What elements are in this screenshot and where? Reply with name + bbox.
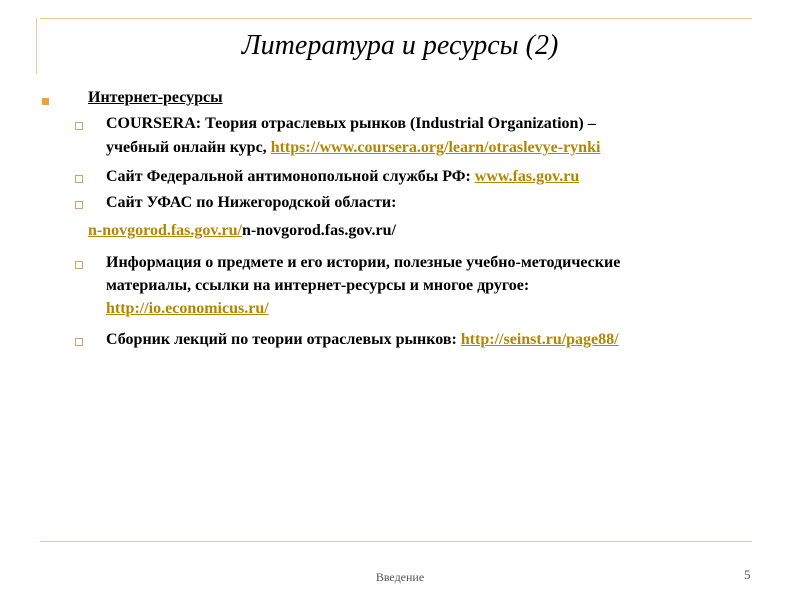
ufas-link[interactable]: n-novgorod.fas.gov.ru/ bbox=[88, 222, 242, 239]
main-bullet-icon bbox=[42, 98, 49, 105]
info-link[interactable]: http://io.economicus.ru/ bbox=[106, 300, 269, 317]
sub-bullet-icon bbox=[75, 201, 83, 209]
lectures-link[interactable]: http://seinst.ru/page88/ bbox=[460, 331, 619, 348]
sub-bullet-icon bbox=[75, 175, 83, 183]
sub-bullet-icon bbox=[75, 261, 83, 269]
lectures-line bbox=[106, 328, 619, 351]
fas-text: Сайт Федеральной антимонопольной службы РФ: bbox=[106, 168, 475, 185]
section-heading bbox=[88, 86, 223, 109]
lectures-text: Сборник лекций по теории отраслевых рынков: bbox=[106, 331, 461, 348]
info-line-2: материалы, ссылки на интернет-ресурсы и многое другое: bbox=[106, 277, 530, 294]
info-line-3 bbox=[106, 297, 269, 320]
coursera-line-1: COURSERA: Теория отраслевых рынков (Industrial Organization) – bbox=[106, 115, 596, 132]
footer-section-title: Введение bbox=[375, 570, 425, 584]
ufas-line: Сайт УФАС по Нижегородской области: bbox=[106, 194, 397, 211]
slide-title: Литература и ресурсы (2) bbox=[241, 30, 559, 61]
coursera-link[interactable]: https://www.coursera.org/learn/otraslevye-rynki bbox=[270, 139, 601, 156]
coursera-line-2 bbox=[106, 136, 600, 159]
ufas-sub-line bbox=[88, 219, 396, 242]
fas-line bbox=[106, 165, 579, 188]
page-number: 5 bbox=[744, 567, 751, 582]
sub-bullet-icon bbox=[75, 122, 83, 130]
section-heading-text: Интернет-ресурсы bbox=[88, 89, 223, 106]
info-line-1: Информация о предмете и его истории, полезные учебно-методические bbox=[106, 254, 621, 271]
sub-bullet-icon bbox=[75, 338, 83, 346]
fas-link[interactable]: www.fas.gov.ru bbox=[474, 168, 580, 185]
coursera-text: учебный онлайн курс, bbox=[106, 139, 271, 156]
ufas-sub-text: n-novgorod.fas.gov.ru/ bbox=[241, 222, 396, 239]
